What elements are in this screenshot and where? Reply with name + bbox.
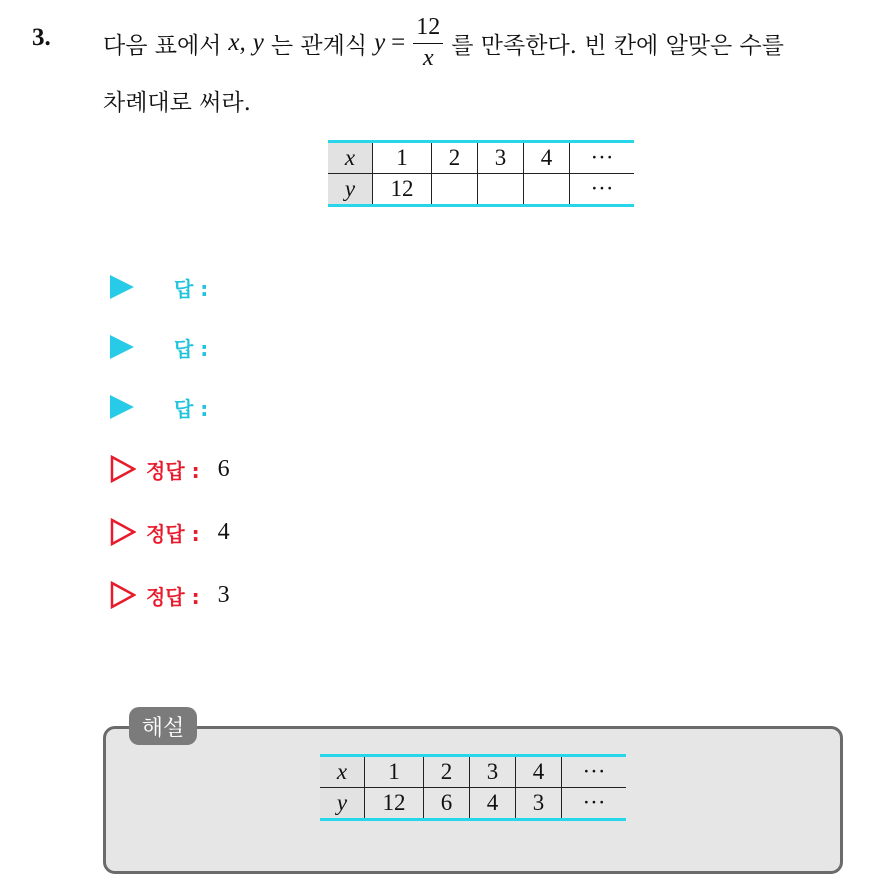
table-cell-blank [478,174,524,206]
table-row-x [320,756,626,788]
correct-answer-label: 정답 : [146,458,200,483]
question-text-b: 는 관계식 [270,32,368,59]
table-cell: 1 [373,142,432,174]
correct-answer-value: 3 [217,581,230,608]
play-triangle-icon [110,275,134,299]
outline-triangle-icon [110,581,136,609]
table-row-y [328,174,634,206]
correct-answer-value: 6 [217,455,230,482]
table-cell: 4 [470,788,516,820]
question-number: 3. [32,24,51,51]
table-cell: 3 [470,756,516,788]
table-cell: 3 [516,788,562,820]
table-cell: 12 [373,174,432,206]
table-cell: x [320,756,365,788]
answer-row-3 [110,392,208,422]
table-cell: ··· [562,788,627,820]
question-line-2: 차례대로 써라. [103,90,251,116]
correct-answer-label: 정답 : [146,584,200,609]
table-cell: 1 [365,756,424,788]
question-text-c: 를 만족한다. 빈 칸에 알맞은 수를 [451,32,784,59]
equation-lhs: y [374,29,386,56]
answer-row-1 [110,272,208,302]
correct-answer-value: 4 [217,518,230,545]
table-cell: 2 [432,142,478,174]
correct-answer-row-3 [110,580,230,610]
table-cell: 3 [478,142,524,174]
answer-label: 답 : [174,396,209,421]
table-row-x [328,142,634,174]
table-cell: x [328,142,373,174]
fraction-numerator: 12 [413,15,443,43]
outline-triangle-icon [110,455,136,483]
var-y: y [252,29,264,56]
table-cell: ··· [562,756,627,788]
table-cell-blank [524,174,570,206]
outline-triangle-icon [110,518,136,546]
table-cell: 4 [516,756,562,788]
fraction [413,15,443,70]
table-cell: 4 [524,142,570,174]
table-cell: 2 [424,756,470,788]
table-cell: y [320,788,365,820]
table-cell-blank [432,174,478,206]
answer-label: 답 : [174,336,209,361]
correct-answer-label: 정답 : [146,521,200,546]
question-text-a: 다음 표에서 [103,32,222,59]
fraction-denominator: x [422,44,434,71]
table-cell: ··· [570,174,635,206]
table-cell: 6 [424,788,470,820]
table-row-y [320,788,626,820]
question-table [328,140,634,207]
explanation-table [320,754,626,821]
play-triangle-icon [110,395,134,419]
answer-label: 답 : [174,276,209,301]
correct-answer-row-2 [110,517,230,547]
table-cell: y [328,174,373,206]
question-line-1 [103,12,873,74]
play-triangle-icon [110,335,134,359]
explanation-tab: 해설 [129,707,197,745]
var-x: x, [228,29,246,56]
correct-answer-row-1 [110,454,230,484]
table-cell: ··· [570,142,635,174]
table-cell: 12 [365,788,424,820]
answer-row-2 [110,332,208,362]
equals-sign: = [391,29,406,56]
